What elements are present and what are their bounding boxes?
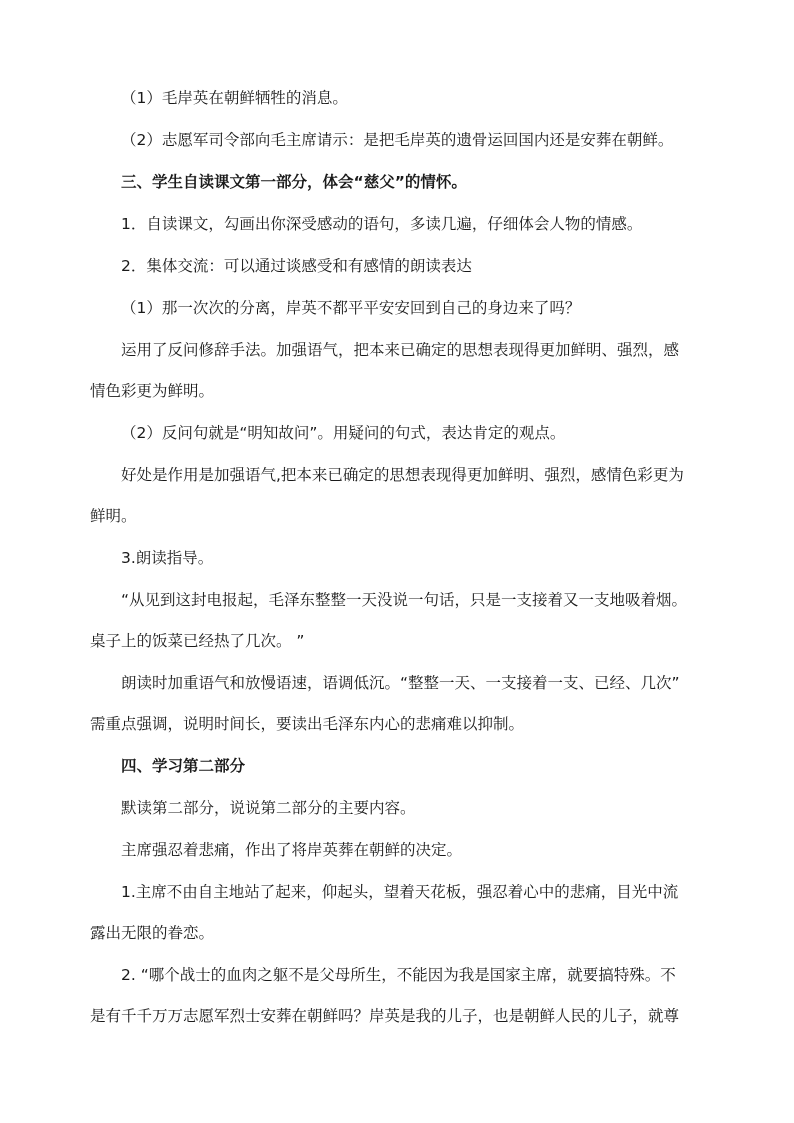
paragraph-line: 好处是作用是加强语气,把本来已确定的思想表现得更加鲜明、强烈，感情色彩更为 <box>121 466 684 484</box>
paragraph-chairman-stood <box>90 872 704 954</box>
paragraph-rhetorical-device <box>90 330 704 412</box>
paragraph-benefit <box>90 455 704 537</box>
paragraph-main-content: 主席强忍着悲痛，作出了将岸英葬在朝鲜的决定。 <box>121 841 463 859</box>
paragraph-reading-guidance: 3.朗读指导。 <box>121 549 214 567</box>
paragraph-line: 是有千千万万志愿军烈士安葬在朝鲜吗？岸英是我的儿子，也是朝鲜人民的儿子，就尊 <box>90 1007 680 1025</box>
paragraph-line: 2. “哪个战士的血肉之躯不是父母所生，不能因为我是国家主席，就要搞特殊。不 <box>121 966 676 984</box>
paragraph-line: 运用了反问修辞手法。加强语气，把本来已确定的思想表现得更加鲜明、强烈，感 <box>121 341 680 359</box>
paragraph-line: 鲜明。 <box>90 507 137 525</box>
paragraph-line: “从见到这封电报起，毛泽东整整一天没说一句话，只是一支接着又一支地吸着烟。 <box>121 591 688 609</box>
paragraph-silent-reading: 默读第二部分，说说第二部分的主要内容。 <box>121 799 416 817</box>
paragraph-quote-telegram <box>90 580 704 662</box>
paragraph-question-one: （1）那一次次的分离，岸英不都平平安安回到自己的身边来了吗？ <box>121 299 581 317</box>
paragraph-self-reading: 1．自读课文，勾画出你深受感动的语句，多读几遍，仔细体会人物的情感。 <box>121 215 643 233</box>
paragraph-request-instruction: （2）志愿军司令部向毛主席请示：是把毛岸英的遗骨运回国内还是安葬在朝鲜。 <box>121 131 674 149</box>
paragraph-group-discussion: 2．集体交流：可以通过谈感受和有感情的朗读表达 <box>121 257 472 275</box>
paragraph-news-of-death: （1）毛岸英在朝鲜牺牲的消息。 <box>121 89 348 107</box>
paragraph-reading-tone <box>90 663 704 745</box>
paragraph-line: 需重点强调，说明时间长，要读出毛泽东内心的悲痛难以抑制。 <box>90 715 525 733</box>
paragraph-question-two: （2）反问句就是“明知故问”。用疑问的句式，表达肯定的观点。 <box>121 424 566 442</box>
paragraph-line: 朗读时加重语气和放慢语速，语调低沉。“整整一天、一支接着一支、已经、几次” <box>121 674 680 692</box>
paragraph-line: 桌子上的饭菜已经热了几次。 ” <box>90 632 305 650</box>
heading-section-three: 三、学生自读课文第一部分，体会“慈父”的情怀。 <box>121 173 467 191</box>
paragraph-quote-soldiers <box>90 955 704 1037</box>
heading-section-four: 四、学习第二部分 <box>121 757 246 775</box>
paragraph-line: 1.主席不由自主地站了起来，仰起头，望着天花板，强忍着心中的悲痛，目光中流 <box>121 883 679 901</box>
paragraph-line: 露出无限的眷恋。 <box>90 924 215 942</box>
paragraph-line: 情色彩更为鲜明。 <box>90 382 215 400</box>
